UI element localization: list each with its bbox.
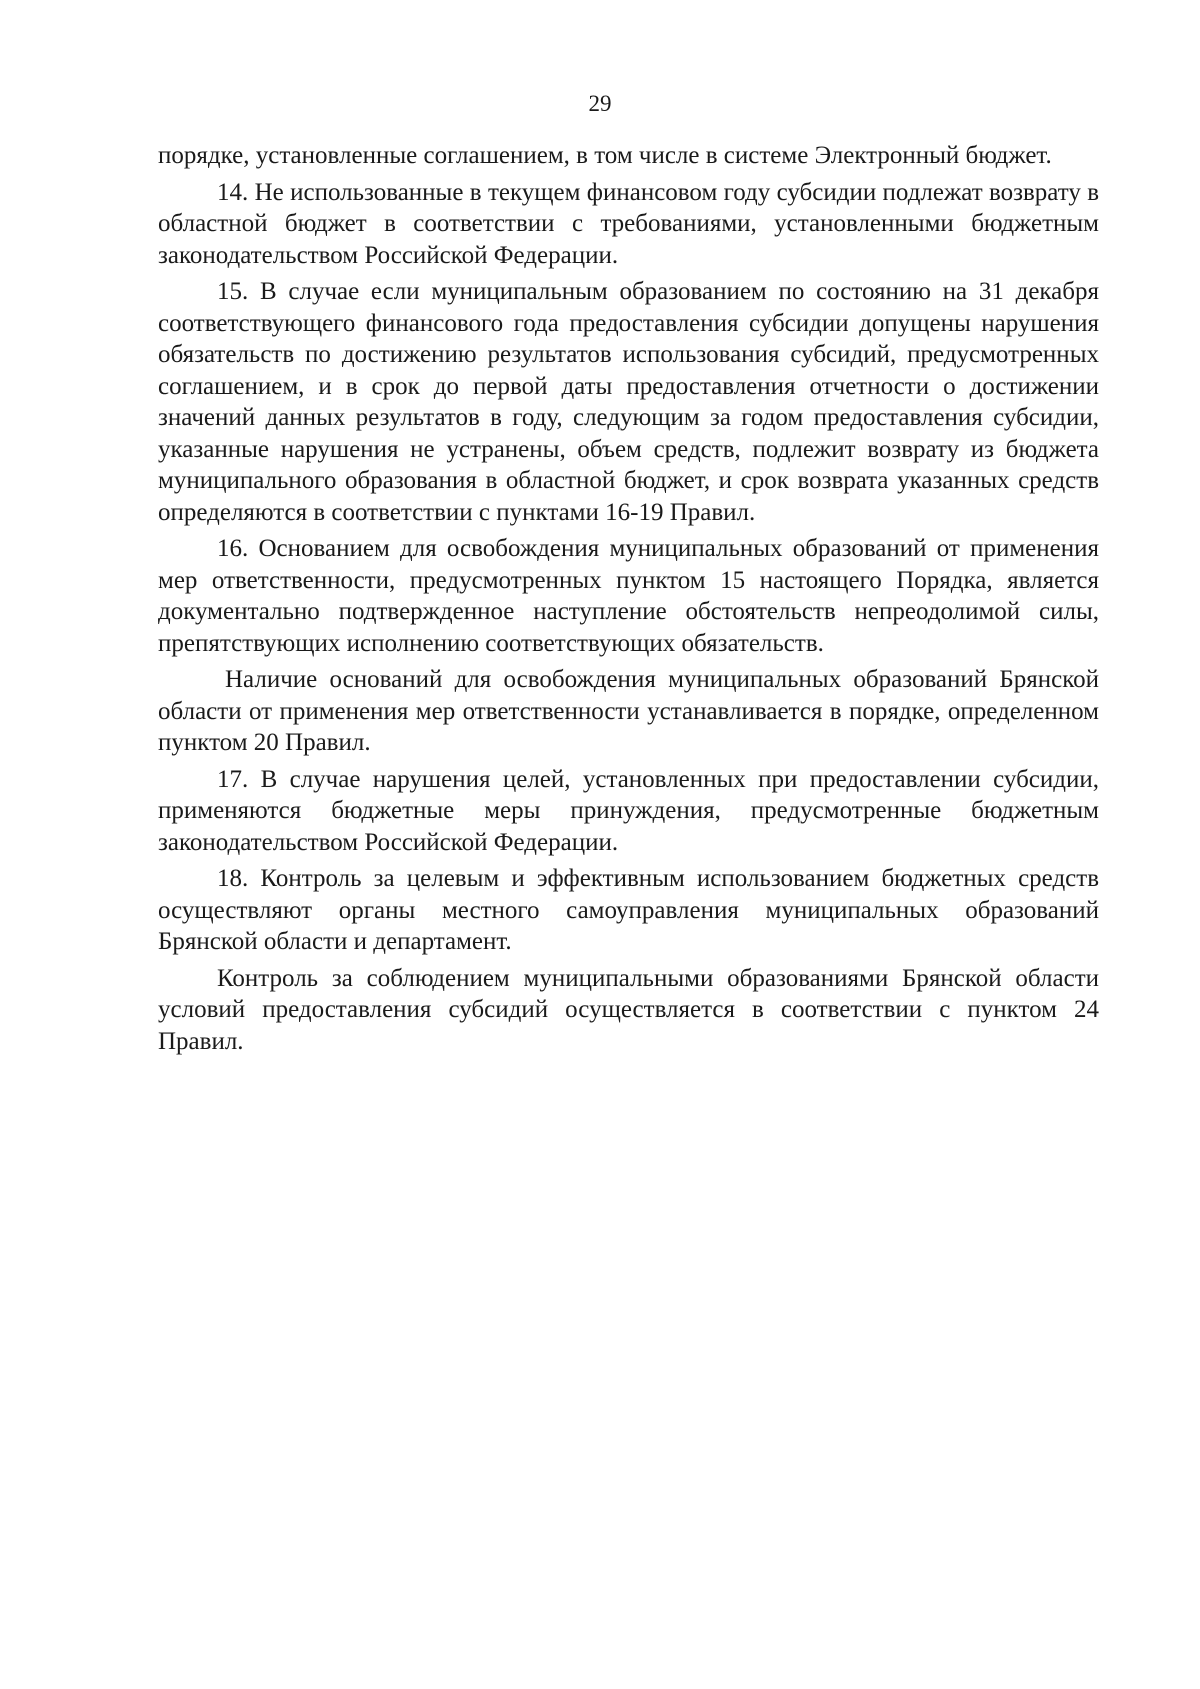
document-body (158, 140, 1099, 1057)
paragraph-continuation: порядке, установленные соглашением, в том числе в системе Электронный бюджет. (158, 142, 1052, 169)
paragraph-item-16: 16. Основанием для освобождения муниципальных образований от применения мер ответственности, предусмотренных пунктом 15 настоящего Порядка, является документально подтвержденное наступление обстоятельств непреодолимой силы, препятствующих исполнению соответствующих обязательств. (158, 535, 1099, 657)
paragraph-control-conditions: Контроль за соблюдением муниципальными образованиями Брянской области условий предоставления субсидий осуществляется в соответствии с пунктом 24 Правил. (158, 964, 1099, 1055)
page-number: 29 (588, 91, 612, 116)
paragraph-item-17: 17. В случае нарушения целей, установленных при предоставлении субсидии, применяются бюджетные меры принуждения, предусмотренные бюджетным законодательством Российской Федерации. (158, 765, 1099, 856)
paragraph-item-15: 15. В случае если муниципальным образованием по состоянию на 31 декабря соответствующего финансового года предоставления субсидии допущены нарушения обязательств по достижению результатов использования субсидий, предусмотренных соглашением, и в срок до первой даты предоставления отчетности о достижении значений данных результатов в году, следующим за годом предоставления субсидии, указанные нарушения не устранены, объем средств, подлежит возврату из бюджета муниципального образования в областной бюджет, и срок возврата указанных средств определяются в соответствии с пунктами 16-19 Правил. (158, 278, 1099, 526)
paragraph-item-14: 14. Не использованные в текущем финансовом году субсидии подлежат возврату в областной бюджет в соответствии с требованиями, установленными бюджетным законодательством Российской Федерации. (158, 178, 1099, 269)
paragraph-item-18: 18. Контроль за целевым и эффективным использованием бюджетных средств осуществляют органы местного самоуправления муниципальных образований Брянской области и департамент. (158, 865, 1099, 955)
paragraph-grounds-exemption: Наличие оснований для освобождения муниципальных образований Брянской области от применения мер ответственности устанавливается в порядке, определенном пунктом 20 Правил. (158, 666, 1099, 756)
